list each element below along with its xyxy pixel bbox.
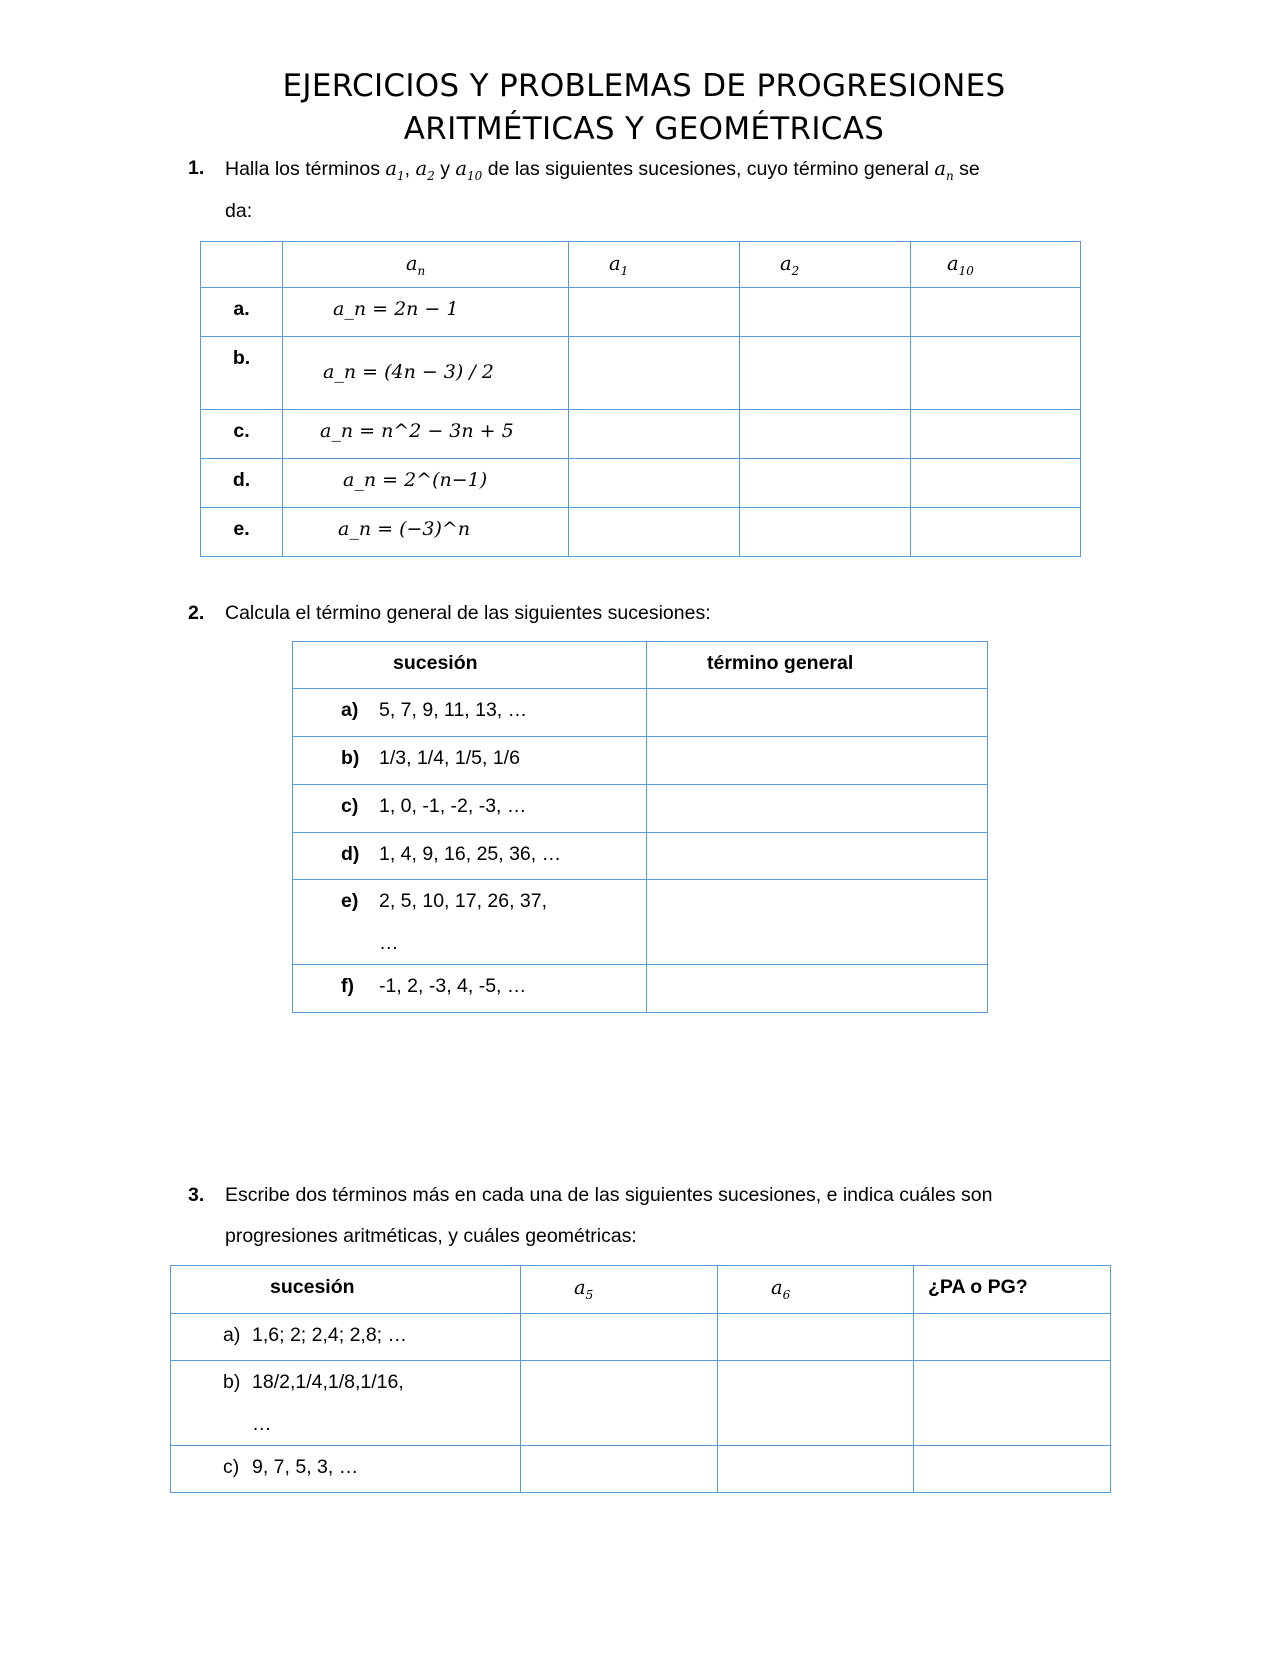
math-formula: a_n = (−3)^n: [338, 518, 471, 540]
sequence-continuation: …: [379, 932, 399, 954]
sequence-continuation: …: [252, 1413, 272, 1435]
answer-cell[interactable]: [740, 459, 911, 508]
math-a1: $a_1$: [385, 157, 405, 183]
title-line-2: ARITMÉTICAS Y GEOMÉTRICAS: [403, 111, 885, 147]
answer-cell[interactable]: [914, 1314, 1111, 1361]
header-empty: [201, 242, 283, 288]
question-2-number: 2.: [188, 602, 205, 624]
answer-cell[interactable]: [521, 1446, 718, 1493]
sequence-cell: [293, 689, 647, 737]
answer-cell[interactable]: [647, 737, 988, 785]
sequence-cell: [293, 965, 647, 1013]
sequence-cell: [293, 785, 647, 833]
math-formula: a_n = 2n − 1: [333, 298, 459, 320]
header-termino-general: término general: [647, 642, 988, 689]
answer-cell[interactable]: [718, 1361, 914, 1446]
question-3-text-line-1: Escribe dos términos más en cada una de las siguientes sucesiones, e indica cuáles son: [225, 1184, 993, 1206]
answer-cell[interactable]: [740, 508, 911, 557]
sequence: 5, 7, 9, 11, 13, …: [379, 699, 528, 721]
table-q2: [292, 641, 988, 1013]
math-a5: $a_5$: [574, 1276, 594, 1302]
q1-text-part: de las siguientes sucesiones, cuyo término general: [482, 158, 935, 180]
math-a2: $a_2$: [780, 252, 800, 278]
math-a10: $a_{10}$: [947, 252, 974, 278]
header-a6: [718, 1266, 914, 1314]
answer-cell[interactable]: [647, 880, 988, 965]
row-label: a): [341, 699, 359, 721]
answer-cell[interactable]: [914, 1446, 1111, 1493]
answer-cell[interactable]: [911, 508, 1081, 557]
row-label: a): [223, 1324, 241, 1346]
answer-cell[interactable]: [647, 965, 988, 1013]
answer-cell[interactable]: [521, 1361, 718, 1446]
row-label: d): [341, 843, 360, 865]
row-label: c.: [201, 410, 283, 459]
question-3-number: 3.: [188, 1184, 205, 1206]
answer-cell[interactable]: [647, 833, 988, 880]
question-2-text: Calcula el término general de las siguientes sucesiones:: [225, 602, 711, 624]
answer-cell[interactable]: [569, 508, 740, 557]
formula-e: [283, 508, 569, 557]
table-row: [171, 1361, 1111, 1446]
table-header-row: [171, 1266, 1111, 1314]
row-label: e): [341, 890, 359, 912]
answer-cell[interactable]: [740, 288, 911, 337]
sequence-cell: [171, 1361, 521, 1446]
table-row: [201, 410, 1081, 459]
table-row: [201, 337, 1081, 410]
answer-cell[interactable]: [740, 410, 911, 459]
answer-cell[interactable]: [569, 288, 740, 337]
answer-cell[interactable]: [911, 288, 1081, 337]
answer-cell[interactable]: [911, 410, 1081, 459]
math-formula: a_n = 2^(n−1): [343, 469, 488, 491]
q1-text-part: se: [953, 158, 980, 180]
table-row: [201, 459, 1081, 508]
table-q1: [200, 241, 1081, 557]
header-a5: [521, 1266, 718, 1314]
sequence-cell: [293, 880, 647, 965]
row-label: b): [341, 747, 360, 769]
row-label: b): [223, 1371, 241, 1393]
table-header-row: [293, 642, 988, 689]
math-formula: a_n = (4n − 3) / 2: [323, 361, 494, 383]
q1-text-part: ,: [404, 158, 416, 180]
title-line-1: EJERCICIOS Y PROBLEMAS DE PROGRESIONES: [282, 68, 1006, 104]
table-row: [293, 965, 988, 1013]
math-a6: $a_6$: [771, 1276, 791, 1302]
sequence: 1,6; 2; 2,4; 2,8; …: [252, 1324, 408, 1346]
answer-cell[interactable]: [718, 1446, 914, 1493]
table-row: [293, 785, 988, 833]
answer-cell[interactable]: [914, 1361, 1111, 1446]
formula-a: [283, 288, 569, 337]
formula-b: [283, 337, 569, 410]
answer-cell[interactable]: [718, 1314, 914, 1361]
answer-cell[interactable]: [569, 410, 740, 459]
question-1-text: [225, 157, 980, 183]
sequence-cell: [293, 737, 647, 785]
table-row: [201, 288, 1081, 337]
table-row: [293, 689, 988, 737]
header-a10: [911, 242, 1081, 288]
answer-cell[interactable]: [569, 337, 740, 410]
question-1-number: 1.: [188, 157, 205, 179]
sequence: 1/3, 1/4, 1/5, 1/6: [379, 747, 520, 769]
formula-c: [283, 410, 569, 459]
answer-cell[interactable]: [911, 459, 1081, 508]
sequence-cell: [171, 1314, 521, 1361]
answer-cell[interactable]: [647, 689, 988, 737]
table-row: [171, 1314, 1111, 1361]
table-row: [171, 1446, 1111, 1493]
row-label: f): [341, 975, 354, 997]
answer-cell[interactable]: [911, 337, 1081, 410]
formula-d: [283, 459, 569, 508]
math-a1: $a_1$: [609, 252, 629, 278]
sequence-cell: [171, 1446, 521, 1493]
table-header-row: [201, 242, 1081, 288]
row-label: c): [223, 1456, 240, 1478]
row-label: a.: [201, 288, 283, 337]
row-label: c): [341, 795, 359, 817]
header-sucesion: sucesión: [171, 1266, 521, 1314]
question-3-text-line-2: progresiones aritméticas, y cuáles geométricas:: [225, 1225, 637, 1247]
table-row: [293, 880, 988, 965]
row-label: d.: [201, 459, 283, 508]
math-a10: $a_{10}$: [455, 157, 483, 183]
header-an: [283, 242, 569, 288]
q1-text-part: Halla los términos: [225, 158, 386, 180]
sequence: 1, 0, -1, -2, -3, …: [379, 795, 527, 817]
sequence-cell: [293, 833, 647, 880]
header-a2: [740, 242, 911, 288]
header-pa-o-pg: ¿PA o PG?: [914, 1266, 1111, 1314]
header-sucesion: sucesión: [293, 642, 647, 689]
q1-text-part: y: [434, 158, 456, 180]
table-row: [293, 833, 988, 880]
table-row: [293, 737, 988, 785]
math-an: $a_n$: [934, 157, 954, 183]
table-row: [201, 508, 1081, 557]
answer-cell[interactable]: [647, 785, 988, 833]
header-a1: [569, 242, 740, 288]
math-a2: $a_2$: [415, 157, 435, 183]
answer-cell[interactable]: [569, 459, 740, 508]
row-label: b.: [201, 337, 283, 410]
sequence: -1, 2, -3, 4, -5, …: [379, 975, 527, 997]
sequence: 2, 5, 10, 17, 26, 37,: [379, 890, 548, 912]
sequence: 1, 4, 9, 16, 25, 36, …: [379, 843, 562, 865]
answer-cell[interactable]: [521, 1314, 718, 1361]
answer-cell[interactable]: [740, 337, 911, 410]
question-1-text-line-2: da:: [225, 200, 253, 222]
sequence: 9, 7, 5, 3, …: [252, 1456, 359, 1478]
math-an: $a_n$: [405, 252, 426, 278]
table-q3: [170, 1265, 1111, 1493]
row-label: e.: [201, 508, 283, 557]
math-formula: a_n = n^2 − 3n + 5: [320, 420, 514, 442]
sequence: 18/2,1/4,1/8,1/16,: [252, 1371, 404, 1393]
